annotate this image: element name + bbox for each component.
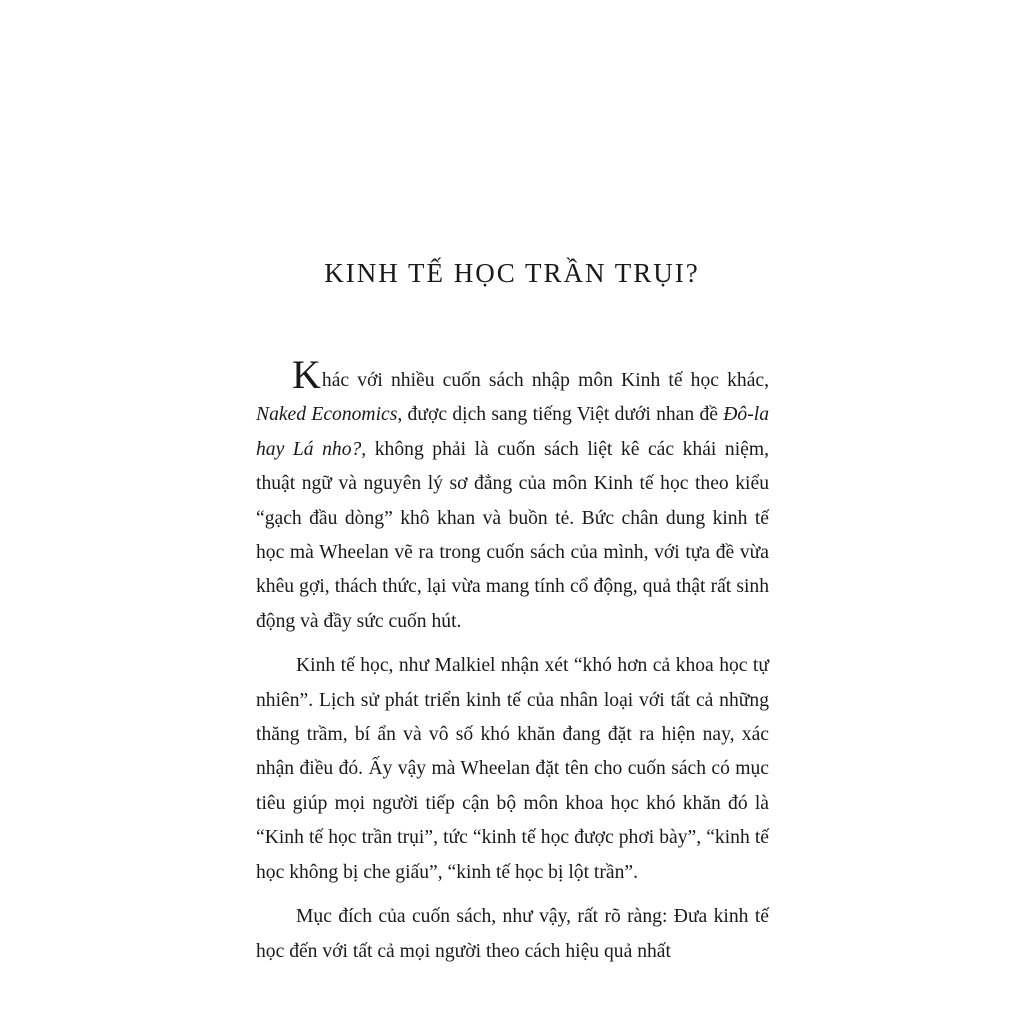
body-text <box>256 352 769 979</box>
paragraph-1-part-1: hác với nhiều cuốn sách nhập môn Kinh tế học khác, <box>321 370 769 391</box>
book-title-vietnamese: Đô-la hay Lá nho? <box>256 404 769 460</box>
paragraph-1 <box>256 352 769 639</box>
chapter-title: KINH TẾ HỌC TRẦN TRỤI? <box>324 258 700 288</box>
book-title-english: Naked Economics <box>256 404 398 426</box>
paragraph-1-part-2: , được dịch sang tiếng Việt dưới nhan đề <box>397 404 724 426</box>
drop-cap: K <box>292 352 321 397</box>
paragraph-2: Kinh tế học, như Malkiel nhận xét “khó hơn cả khoa học tự nhiên”. Lịch sử phát triển kinh tế của nhân loại với tất cả những thăng trầm, bí ẩn và vô số khó khăn đang đặt ra hiện nay, xác nhận điều đó. Ấy vậy mà Wheelan đặt tên cho cuốn sách có mục tiêu giúp mọi người tiếp cận bộ môn khoa học khó khăn đó là “Kinh tế học trần trụi”, tức “kinh tế học được phơi bày”, “kinh tế học không bị che giấu”, “kinh tế học bị lột trần”. <box>256 655 769 883</box>
paragraph-3: Mục đích của cuốn sách, như vậy, rất rõ ràng: Đưa kinh tế học đến với tất cả mọi người theo cách hiệu quả nhất <box>256 906 769 962</box>
paragraph-1-part-3: , không phải là cuốn sách liệt kê các khái niệm, thuật ngữ và nguyên lý sơ đẳng của môn Kinh tế học theo kiểu “gạch đầu dòng” khô khan và buồn tẻ. Bức chân dung kinh tế học mà Wheelan vẽ ra trong cuốn sách của mình, với tựa đề vừa khêu gợi, thách thức, lại vừa mang tính cổ động, quả thật rất sinh động và đầy sức cuốn hút. <box>256 438 769 632</box>
